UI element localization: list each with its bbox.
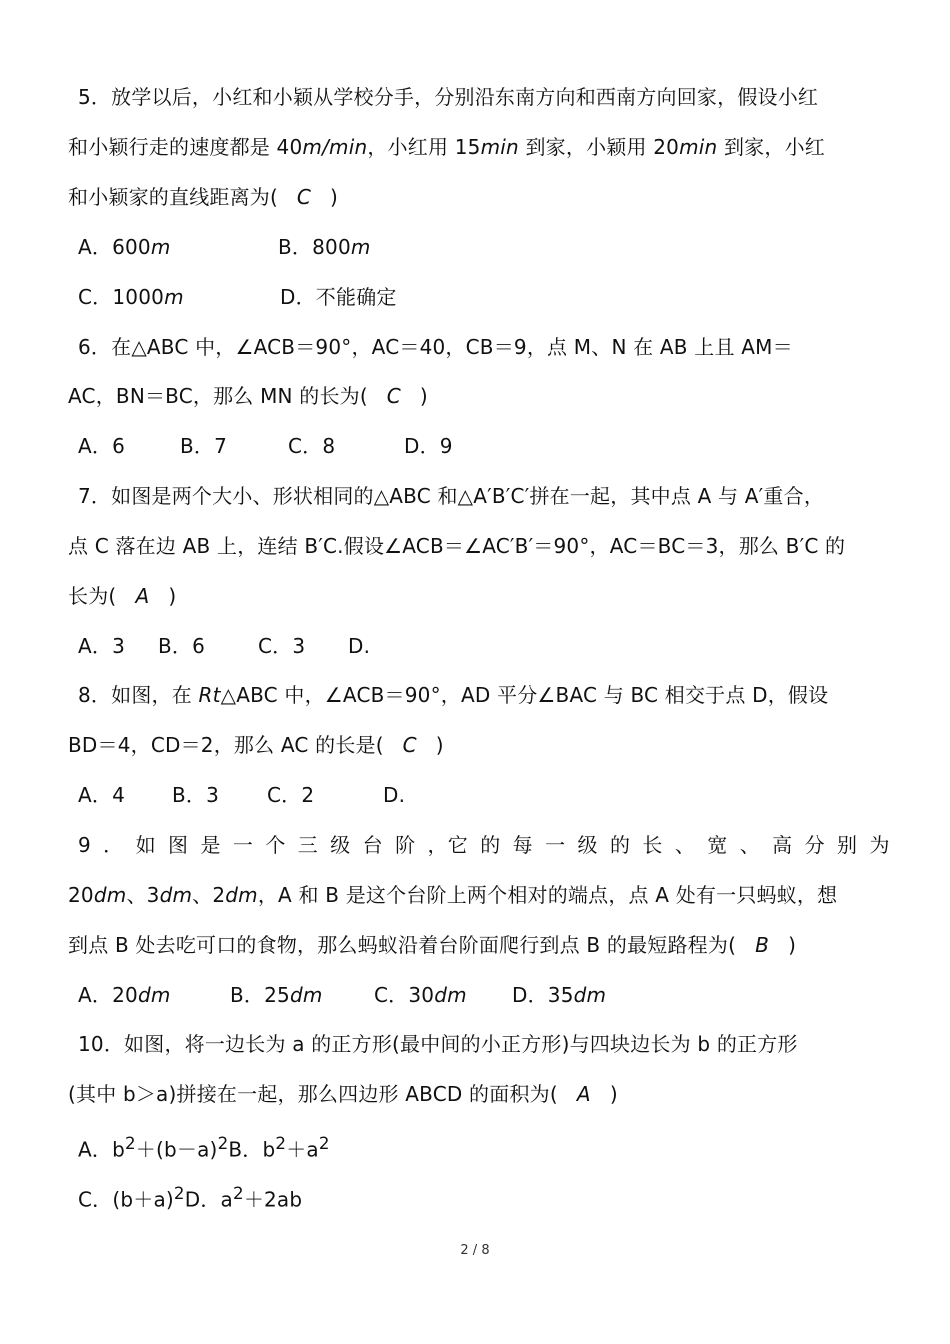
- q7-options: [78, 631, 898, 661]
- q6-option-c: C．8: [288, 434, 336, 458]
- page-number: 2 / 8: [460, 1243, 490, 1258]
- q9-line-2: 20dm、3dm、2dm，A 和 B 是这个台阶上两个相对的端点，点 A 处有一只蚂蚁，想: [68, 883, 838, 907]
- q7-option-c: C．3: [258, 634, 306, 658]
- q10-option-b: B．$b^2+a^2$: [228, 1134, 330, 1162]
- q5-line-3: 和小颖家的直线距离为( C ): [68, 182, 888, 212]
- q10-line-2: (其中 b＞a)拼接在一起，那么四边形 ABCD 的面积为( A ): [68, 1079, 888, 1109]
- q5-option-a: A．600m: [78, 235, 171, 259]
- q7-option-a: A．3: [78, 634, 126, 658]
- q10-option-d: D．$a^2+2ab$: [184, 1184, 303, 1212]
- q6-option-a: A．6: [78, 434, 126, 458]
- q6-options: [78, 431, 898, 461]
- q8-answer: C: [402, 733, 417, 757]
- q6-line-2: AC，BN＝BC，那么 MN 的长为( C ): [68, 381, 888, 411]
- q9-line-1: 9 ． 如 图 是 一 个 三 级 台 阶 ，它 的 每 一 级 的 长 、 宽 、 高 分 别 为: [78, 833, 890, 857]
- q5-options-cd: [78, 282, 898, 312]
- q7-option-d: D.: [348, 634, 371, 658]
- q5-option-d: D．不能确定: [280, 285, 397, 309]
- q10-line-1: 10．如图，将一边长为 a 的正方形(最中间的小正方形)与四块边长为 b 的正方形: [78, 1032, 798, 1056]
- q9-option-b: B．25dm: [230, 983, 323, 1007]
- q9-option-a: A．20dm: [78, 983, 171, 1007]
- q7-line-1: 7．如图是两个大小、形状相同的△ABC 和△A′B′C′拼在一起，其中点 A 与 A′重合，: [78, 484, 825, 508]
- q9-option-c: C．30dm: [374, 983, 467, 1007]
- q7-option-b: B．6: [158, 634, 206, 658]
- q8-option-c: C．2: [267, 783, 315, 807]
- q8-line-1: 8．如图，在 Rt△ABC 中，∠ACB＝90°，AD 平分∠BAC 与 BC 相交于点 D，假设: [78, 683, 829, 707]
- q10-option-a: A．$b^2+(b-a)^2$: [78, 1134, 229, 1162]
- q10-options-cd: [78, 1179, 898, 1215]
- q8-option-a: A．4: [78, 783, 126, 807]
- q9-answer: B: [755, 933, 770, 957]
- q10-answer: A: [576, 1082, 591, 1106]
- q7-answer: A: [135, 584, 150, 608]
- q7-line-2: 点 C 落在边 AB 上，连结 B′C.假设∠ACB＝∠AC′B′＝90°，AC＝BC＝3，那么 B′C 的: [68, 534, 846, 558]
- q5-option-b: B．800m: [278, 235, 371, 259]
- q8-option-b: B．3: [172, 783, 220, 807]
- q6-line-1: 6．在△ABC 中，∠ACB＝90°，AC＝40，CB＝9，点 M、N 在 AB 上且 AM＝: [78, 335, 793, 359]
- q7-line-3: 长为( A ): [68, 581, 888, 611]
- q9-options: [78, 980, 898, 1010]
- q6-option-d: D．9: [404, 434, 453, 458]
- q5-options-ab: [78, 232, 898, 262]
- q5-answer: C: [296, 185, 312, 209]
- q9-option-d: D．35dm: [512, 983, 607, 1007]
- q10-option-c: C．$(b+a)^2$: [78, 1184, 185, 1212]
- q5-line-2: 和小颖行走的速度都是 40m/min，小红用 15min 到家，小颖用 20min 到家，小红: [68, 135, 825, 159]
- q5-option-c: C．1000m: [78, 285, 184, 309]
- q6-answer: C: [386, 384, 401, 408]
- q8-option-d: D.: [383, 783, 406, 807]
- q8-options: [78, 780, 898, 810]
- q5-line-1: 5．放学以后，小红和小颖从学校分手，分别沿东南方向和西南方向回家，假设小红: [78, 85, 819, 109]
- q6-option-b: B．7: [180, 434, 228, 458]
- q10-options-ab: [78, 1129, 898, 1165]
- q8-line-2: BD＝4，CD＝2，那么 AC 的长是( C ): [68, 730, 888, 760]
- q9-line-3: 到点 B 处去吃可口的食物，那么蚂蚁沿着台阶面爬行到点 B 的最短路程为( B ): [68, 930, 888, 960]
